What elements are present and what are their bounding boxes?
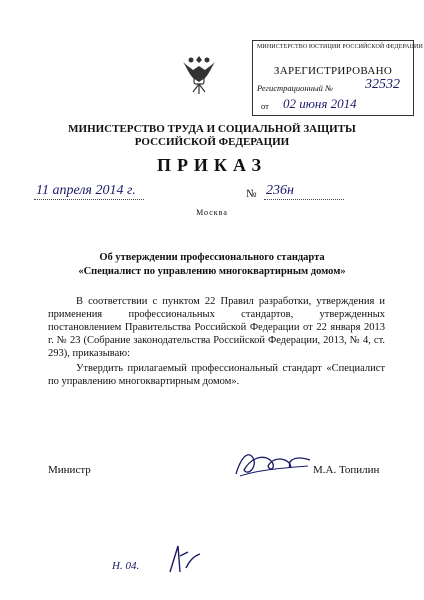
date-underline xyxy=(34,199,144,200)
stamp-reg-label: Регистрационный № xyxy=(257,83,333,93)
ministry-line-2: РОССИЙСКОЙ ФЕДЕРАЦИИ xyxy=(134,136,290,148)
handwritten-mark: Н. 04. xyxy=(112,560,140,572)
order-title: ПРИКАЗ xyxy=(156,155,268,175)
paragraph-order: Утвердить прилагаемый профессиональный стандарт «Специалист по управлению многоквартирным домом». xyxy=(48,363,385,387)
number-sign: № xyxy=(246,188,257,200)
title-line-2: «Специалист по управлению многоквартирным домом» xyxy=(78,266,346,277)
order-date: 11 апреля 2014 г. xyxy=(36,183,136,198)
title-line-1: Об утверждении профессионального стандарта xyxy=(99,252,325,263)
stamp-reg-number: 32532 xyxy=(365,77,400,92)
initials-icon xyxy=(164,542,206,578)
coat-of-arms-icon xyxy=(177,52,221,98)
city: Москва xyxy=(196,208,228,217)
stamp-date-value: 02 июня 2014 xyxy=(283,96,357,111)
minister-label: Министр xyxy=(48,464,91,476)
number-underline xyxy=(264,199,344,200)
signature-icon xyxy=(232,446,312,482)
minister-name: М.А. Топилин xyxy=(313,464,380,476)
stamp-ministry: МИНИСТЕРСТВО ЮСТИЦИИ РОССИЙСКОЙ ФЕДЕРАЦИИ xyxy=(257,44,423,50)
document-title xyxy=(0,251,424,279)
registration-stamp xyxy=(252,40,423,116)
ministry-name xyxy=(0,123,424,149)
paragraph-basis: В соответствии с пунктом 22 Правил разработки, утверждения и применения профессиональных стандартов, утвержденных постановлением Правительства Российской Федерации от 22 января 2013 г. № 23 (Собрание законодательства Российской Федерации, 2013, № 4, ст. 293), приказываю: xyxy=(48,296,385,359)
order-number: 236н xyxy=(266,183,294,198)
stamp-title: ЗАРЕГИСТРИРОВАНО xyxy=(273,65,393,77)
stamp-date-label: от xyxy=(261,101,269,111)
ministry-line-1: МИНИСТЕРСТВО ТРУДА И СОЦИАЛЬНОЙ ЗАЩИТЫ xyxy=(68,123,356,135)
